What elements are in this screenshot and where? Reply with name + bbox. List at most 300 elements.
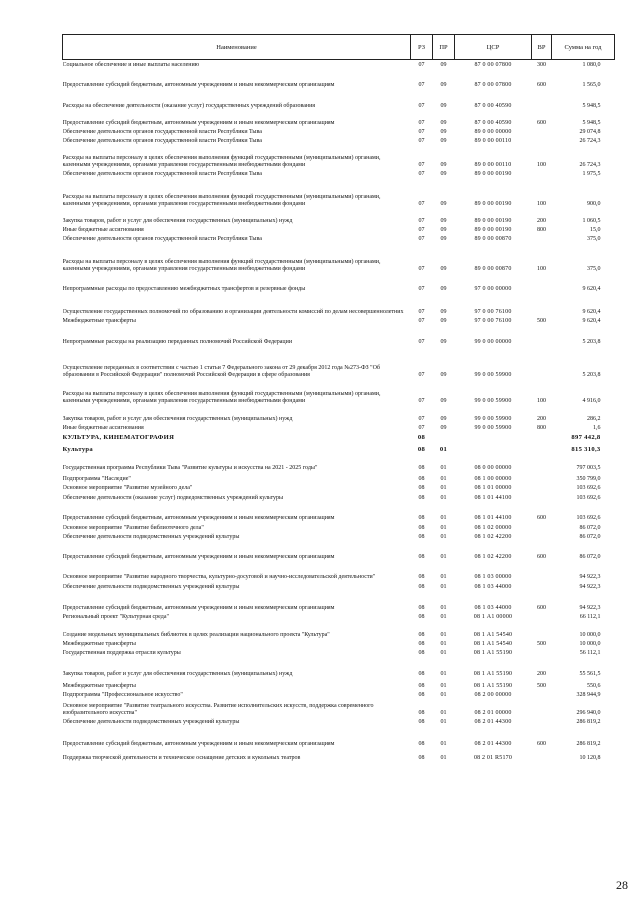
cell-sum: 9 620,4 — [582, 285, 601, 292]
cell-vr — [532, 522, 552, 532]
cell-vr: 600 — [537, 514, 546, 521]
table-row — [63, 483, 615, 492]
cell-vr — [532, 612, 552, 621]
page-number: 28 — [616, 878, 628, 892]
cell-pr: 09 — [440, 81, 447, 88]
table-row — [63, 127, 615, 136]
cell-rz: 08 — [418, 533, 425, 540]
cell-name: Расходы на выплаты персоналу в целях обеспечения выполнения функций государственными (муниципальными) органами, казенными учреждениями, органами управления государственными внебюджетными фондами — [62, 193, 381, 207]
cell-sum: 94 922,3 — [579, 573, 601, 580]
cell-rz: 08 — [418, 718, 425, 725]
table-row — [63, 453, 615, 472]
cell-pr: 01 — [440, 573, 447, 580]
table-row — [63, 346, 615, 379]
table-row — [63, 717, 615, 726]
cell-pr: 01 — [440, 514, 447, 521]
cell-csr: 89 0 00 00870 — [474, 265, 512, 272]
cell-pr: 09 — [440, 161, 447, 168]
cell-name: Обеспечение деятельности (оказание услуг) подведомственных учреждений культуры — [62, 494, 284, 501]
table-row — [63, 273, 615, 293]
header-csr: ЦСР — [455, 35, 532, 60]
table-header-row — [63, 35, 615, 60]
table-row — [63, 581, 615, 591]
table-row — [63, 699, 615, 717]
table-row — [63, 234, 615, 243]
cell-name: Обеспечение деятельности органов государственной власти Республики Тыва — [62, 170, 262, 177]
cell-rz: 07 — [418, 217, 425, 224]
cell-rz: 08 — [417, 433, 426, 441]
cell-name: Обеспечение деятельности органов государственной власти Республики Тыва — [62, 137, 262, 144]
table-row — [63, 60, 615, 69]
table-row — [63, 492, 615, 502]
cell-pr: 09 — [440, 235, 447, 242]
cell-name: Расходы на обеспечение деятельности (оказание услуг) государственных учреждений образования — [62, 102, 316, 109]
cell-vr — [532, 432, 552, 441]
table-row — [63, 639, 615, 648]
cell-vr: 600 — [537, 553, 546, 560]
cell-rz: 07 — [418, 338, 425, 345]
cell-sum: 797 003,5 — [576, 464, 601, 471]
cell-sum: 1 975,5 — [582, 170, 601, 177]
cell-sum: 10 000,0 — [579, 631, 601, 638]
table-row — [63, 612, 615, 621]
cell-csr: 99 0 00 59900 — [474, 415, 512, 422]
cell-vr — [532, 690, 552, 699]
table-row — [63, 678, 615, 690]
table-body — [63, 60, 615, 762]
cell-sum: 4 916,0 — [582, 397, 601, 404]
cell-csr: 08 1 01 00000 — [474, 484, 512, 491]
cell-name: Иные бюджетные ассигнования — [62, 424, 144, 431]
cell-vr: 100 — [537, 265, 546, 272]
table-row — [63, 316, 615, 325]
cell-name: Основное мероприятие "Развитие театрального искусства. Развитие исполнительских искусств, поддержка современного изобразительного искусства" — [62, 702, 374, 716]
cell-pr: 09 — [440, 371, 447, 378]
budget-document — [62, 34, 614, 762]
cell-vr: 600 — [537, 740, 546, 747]
cell-csr: 08 1 А1 00000 — [473, 613, 513, 620]
cell-sum: 5 203,8 — [582, 338, 601, 345]
cell-rz: 08 — [418, 553, 425, 560]
cell-name: Основное мероприятие "Развитие библиотечного дела" — [62, 524, 204, 531]
table-row — [63, 423, 615, 432]
cell-vr: 200 — [537, 217, 546, 224]
cell-sum: 29 074,8 — [579, 128, 601, 135]
cell-vr: 100 — [537, 161, 546, 168]
cell-pr: 01 — [440, 464, 447, 471]
section-row — [63, 432, 615, 441]
cell-name: Обеспечение деятельности подведомственных учреждений культуры — [62, 533, 240, 540]
cell-name: Межбюджетные трансферты — [62, 317, 136, 324]
cell-pr: 09 — [440, 308, 447, 315]
cell-pr: 09 — [440, 137, 447, 144]
cell-pr: 01 — [440, 754, 447, 761]
cell-rz: 07 — [418, 137, 425, 144]
cell-vr — [532, 472, 552, 483]
cell-csr: 08 2 01 00000 — [474, 709, 512, 716]
cell-vr — [532, 441, 552, 453]
header-vr: ВР — [532, 35, 552, 60]
cell-sum: 103 692,6 — [576, 514, 601, 521]
cell-sum: 10 120,8 — [579, 754, 601, 761]
cell-rz: 08 — [418, 494, 425, 501]
table-row — [63, 379, 615, 405]
cell-name: Обеспечение деятельности подведомственных учреждений культуры — [62, 583, 240, 590]
cell-name: Осуществление переданных в соответствии с частью 1 статьи 7 Федерального закона от 29 декабря 2012 года №273-ФЗ "Об образовании в Российской Федерации" полномочий Российской Федерации в сфере образования — [62, 364, 381, 378]
cell-csr: 08 1 А1 54540 — [473, 640, 513, 647]
cell-rz: 08 — [418, 682, 425, 689]
table-row — [63, 541, 615, 561]
cell-sum: 103 692,6 — [576, 484, 601, 491]
cell-name: Основное мероприятие "Развитие народного творчества, культурно-досуговой и научно-исследовательской деятельности" — [62, 573, 376, 580]
cell-csr: 87 0 00 07800 — [474, 81, 512, 88]
header-rz: РЗ — [411, 35, 433, 60]
cell-csr: 08 2 00 00000 — [474, 691, 512, 698]
cell-vr — [532, 748, 552, 762]
cell-vr: 500 — [537, 317, 546, 324]
cell-sum: 26 724,3 — [579, 161, 601, 168]
cell-vr: 800 — [537, 424, 546, 431]
cell-name: Поддержка творческой деятельности и техническое оснащение детских и кукольных театров — [62, 754, 301, 761]
cell-csr — [455, 441, 532, 453]
cell-name: Закупка товаров, работ и услуг для обеспечения государственных (муниципальных) нужд — [62, 670, 293, 677]
cell-pr: 01 — [440, 631, 447, 638]
cell-vr — [532, 648, 552, 657]
section-row — [63, 441, 615, 453]
cell-sum: 56 112,1 — [579, 649, 601, 656]
cell-name: Закупка товаров, работ и услуг для обеспечения государственных (муниципальных) нужд — [62, 415, 293, 422]
table-row — [63, 169, 615, 178]
cell-sum: 375,0 — [587, 265, 601, 272]
cell-name: Предоставление субсидий бюджетным, автономным учреждениям и иным некоммерческим организациям — [62, 81, 335, 88]
cell-vr — [532, 453, 552, 472]
cell-pr: 01 — [440, 524, 447, 531]
cell-vr — [532, 621, 552, 639]
cell-sum: 328 944,9 — [576, 691, 601, 698]
cell-rz: 07 — [418, 317, 425, 324]
cell-csr: 97 0 00 00000 — [474, 285, 512, 292]
cell-sum: 286,2 — [587, 415, 601, 422]
cell-rz: 07 — [418, 285, 425, 292]
cell-pr: 01 — [440, 533, 447, 540]
cell-pr: 09 — [440, 170, 447, 177]
cell-csr: 08 1 03 44000 — [474, 604, 512, 611]
cell-csr: 99 0 00 59900 — [474, 424, 512, 431]
cell-name: Создание модельных муниципальных библиотек в целях реализации национального проекта "Культура" — [62, 631, 330, 638]
cell-csr: 08 1 А1 54540 — [473, 631, 513, 638]
cell-csr: 08 1 01 44100 — [474, 514, 512, 521]
cell-rz: 08 — [418, 524, 425, 531]
cell-sum: 9 620,4 — [582, 308, 601, 315]
cell-rz: 07 — [418, 128, 425, 135]
cell-name: Закупка товаров, работ и услуг для обеспечения государственных (муниципальных) нужд — [62, 217, 293, 224]
cell-sum: 375,0 — [587, 235, 601, 242]
cell-sum: 66 112,1 — [579, 613, 601, 620]
cell-vr — [532, 127, 552, 136]
cell-pr: 01 — [440, 740, 447, 747]
cell-name: Иные бюджетные ассигнования — [62, 226, 144, 233]
cell-csr: 08 1 02 42200 — [474, 553, 512, 560]
table-row — [63, 522, 615, 532]
cell-sum: 900,0 — [587, 200, 601, 207]
cell-pr: 01 — [440, 475, 447, 482]
header-name: Наименование — [63, 35, 411, 60]
table-row — [63, 405, 615, 423]
cell-pr: 09 — [440, 119, 447, 126]
cell-sum: 1,6 — [593, 424, 601, 431]
table-row — [63, 591, 615, 612]
cell-sum: 350 799,0 — [576, 475, 601, 482]
cell-rz: 07 — [418, 102, 425, 109]
header-pr: ПР — [433, 35, 455, 60]
table-row — [63, 243, 615, 273]
header-sum: Сумма на год — [552, 35, 615, 60]
cell-vr: 500 — [537, 640, 546, 647]
cell-vr — [532, 89, 552, 110]
cell-csr: 08 1 01 44100 — [474, 494, 512, 501]
cell-rz: 08 — [418, 484, 425, 491]
cell-name: Подпрограмма "Профессиональное искусство" — [62, 691, 183, 698]
cell-pr: 09 — [440, 128, 447, 135]
cell-pr: 09 — [440, 415, 447, 422]
table-row — [63, 657, 615, 678]
cell-rz: 07 — [418, 119, 425, 126]
table-row — [63, 208, 615, 225]
cell-csr: 99 0 00 59900 — [474, 397, 512, 404]
cell-sum: 1 060,5 — [582, 217, 601, 224]
table-row — [63, 621, 615, 639]
cell-name: Социальное обеспечение и иные выплаты населению — [62, 61, 200, 68]
cell-csr: 08 0 00 00000 — [474, 464, 512, 471]
cell-name: Государственная программа Республики Тыва "Развитие культуры и искусства на 2021 - 2025 годы" — [62, 464, 318, 471]
cell-name: Расходы на выплаты персоналу в целях обеспечения выполнения функций государственными (муниципальными) органами, казенными учреждениями, органами управления государственными внебюджетными фондами — [62, 258, 381, 272]
cell-rz: 07 — [418, 61, 425, 68]
cell-rz: 08 — [418, 604, 425, 611]
cell-vr — [532, 699, 552, 717]
cell-sum: 897 442,8 — [571, 433, 601, 441]
cell-name: Обеспечение деятельности подведомственных учреждений культуры — [62, 718, 240, 725]
cell-csr: 89 0 00 00000 — [474, 128, 512, 135]
table-row — [63, 472, 615, 483]
cell-name: Государственная поддержка отрасли культуры — [62, 649, 181, 656]
cell-csr: 89 0 00 00190 — [474, 226, 512, 233]
cell-vr: 800 — [537, 226, 546, 233]
cell-csr: 08 1 А1 55190 — [473, 649, 513, 656]
cell-vr: 600 — [537, 81, 546, 88]
cell-rz: 08 — [418, 691, 425, 698]
cell-vr — [532, 561, 552, 581]
cell-vr: 200 — [537, 670, 546, 677]
cell-sum: 94 922,3 — [579, 583, 601, 590]
table-row — [63, 502, 615, 522]
cell-rz: 07 — [418, 235, 425, 242]
cell-rz: 08 — [418, 583, 425, 590]
cell-rz: 08 — [417, 445, 426, 453]
cell-csr: 89 0 00 00190 — [474, 217, 512, 224]
cell-rz: 08 — [418, 649, 425, 656]
cell-rz: 08 — [418, 640, 425, 647]
cell-rz: 07 — [418, 371, 425, 378]
cell-pr — [433, 432, 455, 441]
cell-csr: 89 0 00 00870 — [474, 235, 512, 242]
cell-rz: 08 — [418, 464, 425, 471]
cell-pr: 09 — [440, 338, 447, 345]
cell-pr: 09 — [440, 397, 447, 404]
cell-pr: 09 — [440, 102, 447, 109]
cell-csr: 08 1 02 42200 — [474, 533, 512, 540]
cell-sum: 815 310,3 — [571, 445, 601, 453]
cell-csr: 08 1 03 00000 — [474, 573, 512, 580]
cell-csr: 08 1 03 44000 — [474, 583, 512, 590]
cell-sum: 86 072,0 — [579, 524, 601, 531]
cell-name: Предоставление субсидий бюджетным, автономным учреждениям и иным некоммерческим организациям — [62, 514, 335, 521]
cell-pr: 01 — [440, 718, 447, 725]
cell-pr: 01 — [440, 670, 447, 677]
cell-name: Региональный проект "Культурная среда" — [62, 613, 169, 620]
cell-sum: 286 819,2 — [576, 718, 601, 725]
cell-rz: 07 — [418, 265, 425, 272]
cell-pr: 01 — [440, 709, 447, 716]
cell-sum: 86 072,0 — [579, 533, 601, 540]
cell-csr: 08 2 01 44300 — [474, 718, 512, 725]
cell-sum: 296 940,0 — [576, 709, 601, 716]
cell-pr: 01 — [440, 494, 447, 501]
cell-csr: 89 0 00 00110 — [474, 161, 512, 168]
cell-vr: 100 — [537, 397, 546, 404]
table-row — [63, 325, 615, 346]
cell-name: Непрограммные расходы на реализацию переданных полномочий Российской Федерации — [62, 338, 293, 345]
cell-sum: 550,6 — [587, 682, 601, 689]
cell-sum: 5 948,5 — [582, 102, 601, 109]
cell-pr: 09 — [440, 424, 447, 431]
cell-sum: 5 948,5 — [582, 119, 601, 126]
cell-name: Подпрограмма "Наследие" — [62, 475, 131, 482]
cell-vr — [532, 293, 552, 316]
cell-rz: 07 — [418, 424, 425, 431]
cell-name: Основное мероприятие "Развитие музейного дела" — [62, 484, 193, 491]
cell-sum: 103 692,6 — [576, 494, 601, 501]
cell-rz: 07 — [418, 226, 425, 233]
cell-pr: 09 — [440, 285, 447, 292]
cell-csr: 99 0 00 00000 — [474, 338, 512, 345]
cell-vr: 200 — [537, 415, 546, 422]
cell-pr: 01 — [440, 682, 447, 689]
cell-vr — [532, 532, 552, 541]
budget-table — [62, 34, 615, 762]
cell-pr: 09 — [440, 61, 447, 68]
cell-csr: 89 0 00 00190 — [474, 200, 512, 207]
cell-csr: 08 1 А1 55190 — [473, 670, 513, 677]
cell-sum: 5 203,8 — [582, 371, 601, 378]
table-row — [63, 69, 615, 89]
cell-rz: 07 — [418, 81, 425, 88]
cell-vr: 300 — [537, 61, 546, 68]
cell-vr — [532, 581, 552, 591]
table-row — [63, 690, 615, 699]
cell-rz: 07 — [418, 170, 425, 177]
cell-vr — [532, 273, 552, 293]
cell-rz: 08 — [418, 754, 425, 761]
cell-pr: 01 — [440, 583, 447, 590]
table-row — [63, 110, 615, 127]
table-row — [63, 648, 615, 657]
cell-pr: 09 — [440, 200, 447, 207]
cell-name: Непрограммные расходы по предоставлению межбюджетных трансфертов и резервные фонды — [62, 285, 306, 292]
cell-vr — [532, 717, 552, 726]
cell-csr: 08 1 00 00000 — [474, 475, 512, 482]
cell-pr: 09 — [440, 317, 447, 324]
cell-sum: 94 922,3 — [579, 604, 601, 611]
cell-name: Предоставление субсидий бюджетным, автономным учреждениям и иным некоммерческим организациям — [62, 740, 335, 747]
cell-rz: 08 — [418, 740, 425, 747]
cell-sum: 10 000,0 — [579, 640, 601, 647]
cell-name: Культура — [62, 445, 93, 453]
cell-pr: 01 — [440, 553, 447, 560]
cell-pr: 01 — [440, 649, 447, 656]
cell-name: КУЛЬТУРА, КИНЕМАТОГРАФИЯ — [62, 433, 175, 441]
cell-sum: 15,0 — [590, 226, 601, 233]
cell-pr: 09 — [440, 217, 447, 224]
table-row — [63, 178, 615, 208]
cell-csr: 08 1 А1 55190 — [473, 682, 513, 689]
cell-csr: 89 0 00 00110 — [474, 137, 512, 144]
cell-csr: 89 0 00 00190 — [474, 170, 512, 177]
cell-rz: 07 — [418, 397, 425, 404]
cell-csr: 08 2 01 44300 — [474, 740, 512, 747]
cell-csr: 87 0 00 40590 — [474, 102, 512, 109]
cell-vr: 500 — [537, 682, 546, 689]
cell-sum: 1 565,0 — [582, 81, 601, 88]
cell-csr — [455, 432, 532, 441]
cell-rz: 08 — [418, 613, 425, 620]
cell-vr — [532, 483, 552, 492]
cell-name: Предоставление субсидий бюджетным, автономным учреждениям и иным некоммерческим организациям — [62, 553, 335, 560]
cell-pr: 01 — [440, 613, 447, 620]
cell-csr: 87 0 00 40590 — [474, 119, 512, 126]
cell-csr: 87 0 00 07800 — [474, 61, 512, 68]
cell-sum: 55 561,5 — [579, 670, 601, 677]
cell-rz: 07 — [418, 200, 425, 207]
table-row — [63, 225, 615, 234]
cell-csr: 97 0 00 76100 — [474, 317, 512, 324]
cell-csr: 08 2 01 R5170 — [473, 754, 513, 761]
table-row — [63, 89, 615, 110]
cell-rz: 07 — [418, 415, 425, 422]
cell-name: Межбюджетные трансферты — [62, 682, 136, 689]
cell-pr: 09 — [440, 226, 447, 233]
cell-rz: 08 — [418, 573, 425, 580]
table-row — [63, 748, 615, 762]
table-row — [63, 293, 615, 316]
cell-rz: 07 — [418, 308, 425, 315]
cell-name: Осуществление государственных полномочий по образованию и организации деятельности комиссий по делам несовершеннолетних — [62, 308, 404, 315]
cell-vr — [532, 234, 552, 243]
cell-rz: 08 — [418, 670, 425, 677]
cell-pr: 01 — [439, 445, 448, 453]
cell-name: Расходы на выплаты персоналу в целях обеспечения выполнения функций государственными (муниципальными) органами, казенными учреждениями, органами управления государственными внебюджетными фондами — [62, 390, 381, 404]
table-row — [63, 145, 615, 169]
cell-vr: 600 — [537, 604, 546, 611]
cell-pr: 01 — [440, 604, 447, 611]
cell-name: Предоставление субсидий бюджетным, автономным учреждениям и иным некоммерческим организациям — [62, 119, 335, 126]
table-row — [63, 136, 615, 145]
cell-vr — [532, 492, 552, 502]
cell-vr — [532, 325, 552, 346]
cell-rz: 08 — [418, 709, 425, 716]
cell-sum: 26 724,3 — [579, 137, 601, 144]
cell-vr — [532, 346, 552, 379]
cell-pr: 01 — [440, 640, 447, 647]
